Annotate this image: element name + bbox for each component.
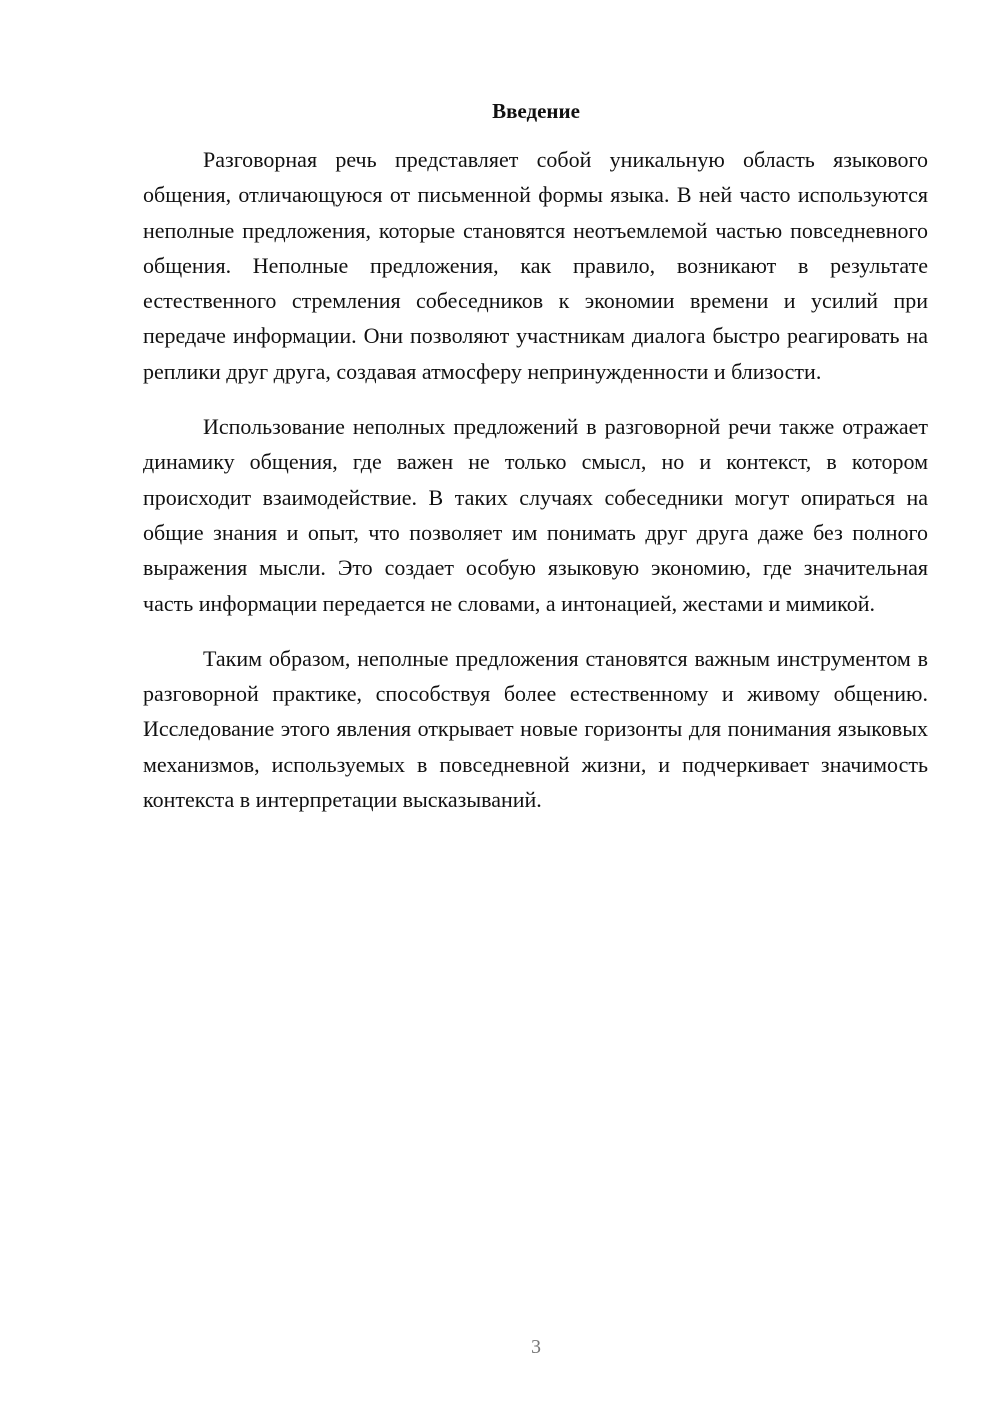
body-text bbox=[143, 142, 928, 817]
page-number: 3 bbox=[531, 1336, 541, 1358]
paragraph-1: Разговорная речь представляет собой уникальную область языкового общения, отличающуюся от письменной формы языка. В ней часто используются неполные предложения, которые становятся неотъемлемой частью повседневного общения. Неполные предложения, как правило, возникают в результате естественного стремления собеседников к экономии времени и усилий при передаче информации. Они позволяют участникам диалога быстро реагировать на реплики друг друга, создавая атмосферу непринужденности и близости. bbox=[143, 147, 928, 384]
paragraph-3: Таким образом, неполные предложения становятся важным инструментом в разговорной практике, способствуя более естественному и живому общению. Исследование этого явления открывает новые горизонты для понимания языковых механизмов, используемых в повседневной жизни, и подчеркивает значимость контекста в интерпретации высказываний. bbox=[143, 645, 928, 813]
paragraph-2: Использование неполных предложений в разговорной речи также отражает динамику общения, где важен не только смысл, но и контекст, в котором происходит взаимодействие. В таких случаях собеседники могут опираться на общие знания и опыт, что позволяет им понимать друг друга даже без полного выражения мысли. Это создает особую языковую экономию, где значительная часть информации передается не словами, а интонацией, жестами и мимикой. bbox=[143, 414, 928, 616]
section-title: Введение bbox=[492, 99, 580, 123]
